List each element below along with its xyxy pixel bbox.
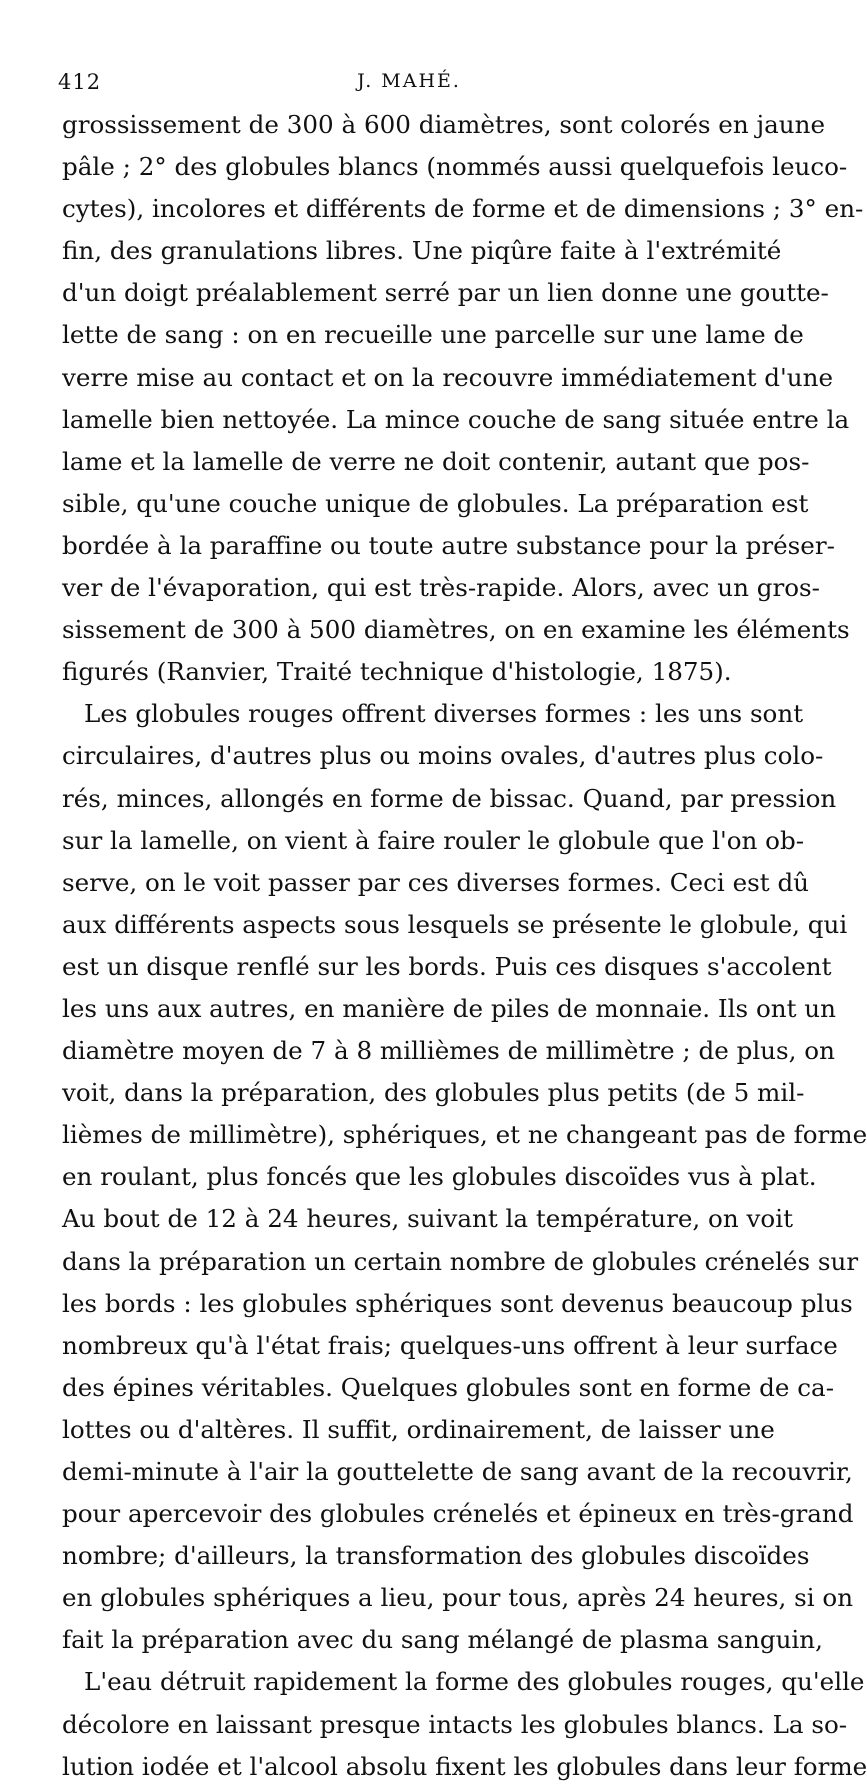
- running-head: J. MAHÉ.: [357, 70, 461, 92]
- page-number: 412: [58, 70, 102, 94]
- text-line: les uns aux autres, en manière de piles de monnaie. Ils ont un: [62, 993, 836, 1023]
- text-line: voit, dans la préparation, des globules plus petits (de 5 mil-: [62, 1078, 805, 1108]
- text-line: nombre; d'ailleurs, la transformation des globules discoïdes: [62, 1541, 810, 1571]
- text-line: ver de l'évaporation, qui est très-rapide. Alors, avec un gros-: [62, 573, 820, 603]
- text-line: lottes ou d'altères. Il suffit, ordinairement, de laisser une: [62, 1414, 775, 1444]
- text-line: bordée à la paraffine ou toute autre substance pour la préser-: [62, 530, 835, 560]
- text-line: Au bout de 12 à 24 heures, suivant la température, on voit: [62, 1204, 793, 1234]
- text-line: d'un doigt préalablement serré par un lien donne une goutte-: [62, 278, 829, 308]
- text-line: demi-minute à l'air la gouttelette de sang avant de la recouvrir,: [62, 1457, 853, 1486]
- text-line: lièmes de millimètre), sphériques, et ne changeant pas de forme: [62, 1120, 867, 1150]
- text-line: aux différents aspects sous lesquels se présente le globule, qui: [62, 909, 848, 939]
- text-line: lution iodée et l'alcool absolu fixent les globules dans leur forme: [62, 1751, 867, 1781]
- text-line: rés, minces, allongés en forme de bissac. Quand, par pression: [62, 783, 837, 813]
- text-line: les bords : les globules sphériques sont devenus beaucoup plus: [62, 1288, 853, 1318]
- text-line: en globules sphériques a lieu, pour tous, après 24 heures, si on: [62, 1583, 854, 1613]
- text-line: serve, on le voit passer par ces diverses formes. Ceci est dû: [62, 867, 810, 897]
- text-line: lamelle bien nettoyée. La mince couche de sang située entre la: [62, 404, 850, 434]
- text-line: sible, qu'une couche unique de globules. La préparation est: [62, 488, 809, 518]
- text-line: figurés (Ranvier, Traité technique d'histologie, 1875).: [62, 657, 732, 687]
- text-line: en roulant, plus foncés que les globules discoïdes vus à plat.: [62, 1162, 817, 1192]
- body-text: [62, 104, 867, 1788]
- page: [58, 70, 867, 1788]
- text-line: nombreux qu'à l'état frais; quelques-uns offrent à leur surface: [62, 1330, 838, 1360]
- text-line: dans la préparation un certain nombre de globules crénelés sur: [62, 1246, 859, 1276]
- text-line: verre mise au contact et on la recouvre immédiatement d'une: [62, 362, 834, 392]
- text-line: pour apercevoir des globules crénelés et épineux en très-grand: [62, 1499, 854, 1529]
- text-line: Les globules rouges offrent diverses formes : les uns sont: [84, 699, 804, 729]
- text-line: cytes), incolores et différents de forme et de dimensions ; 3° en-: [62, 194, 864, 224]
- text-line: décolore en laissant presque intacts les globules blancs. La so-: [62, 1709, 848, 1739]
- text-line: circulaires, d'autres plus ou moins ovales, d'autres plus colo-: [62, 741, 824, 771]
- text-line: fait la préparation avec du sang mélangé de plasma sanguin,: [62, 1625, 823, 1655]
- text-line: diamètre moyen de 7 à 8 millièmes de millimètre ; de plus, on: [62, 1036, 835, 1066]
- text-line: sur la lamelle, on vient à faire rouler le globule que l'on ob-: [62, 825, 805, 855]
- text-line: est un disque renflé sur les bords. Puis ces disques s'accolent: [62, 951, 832, 981]
- text-line: grossissement de 300 à 600 diamètres, sont colorés en jaune: [62, 110, 826, 139]
- page-header: [58, 70, 756, 104]
- text-line: fin, des granulations libres. Une piqûre faite à l'extrémité: [62, 236, 782, 266]
- text-line: lette de sang : on en recueille une parcelle sur une lame de: [62, 320, 804, 350]
- text-line: pâle ; 2° des globules blancs (nommés aussi quelquefois leuco-: [62, 152, 848, 182]
- text-line: lame et la lamelle de verre ne doit contenir, autant que pos-: [62, 446, 810, 476]
- text-line: sissement de 300 à 500 diamètres, on en examine les éléments: [62, 615, 850, 645]
- text-line: L'eau détruit rapidement la forme des globules rouges, qu'elle: [84, 1667, 865, 1697]
- text-line: des épines véritables. Quelques globules sont en forme de ca-: [62, 1372, 835, 1402]
